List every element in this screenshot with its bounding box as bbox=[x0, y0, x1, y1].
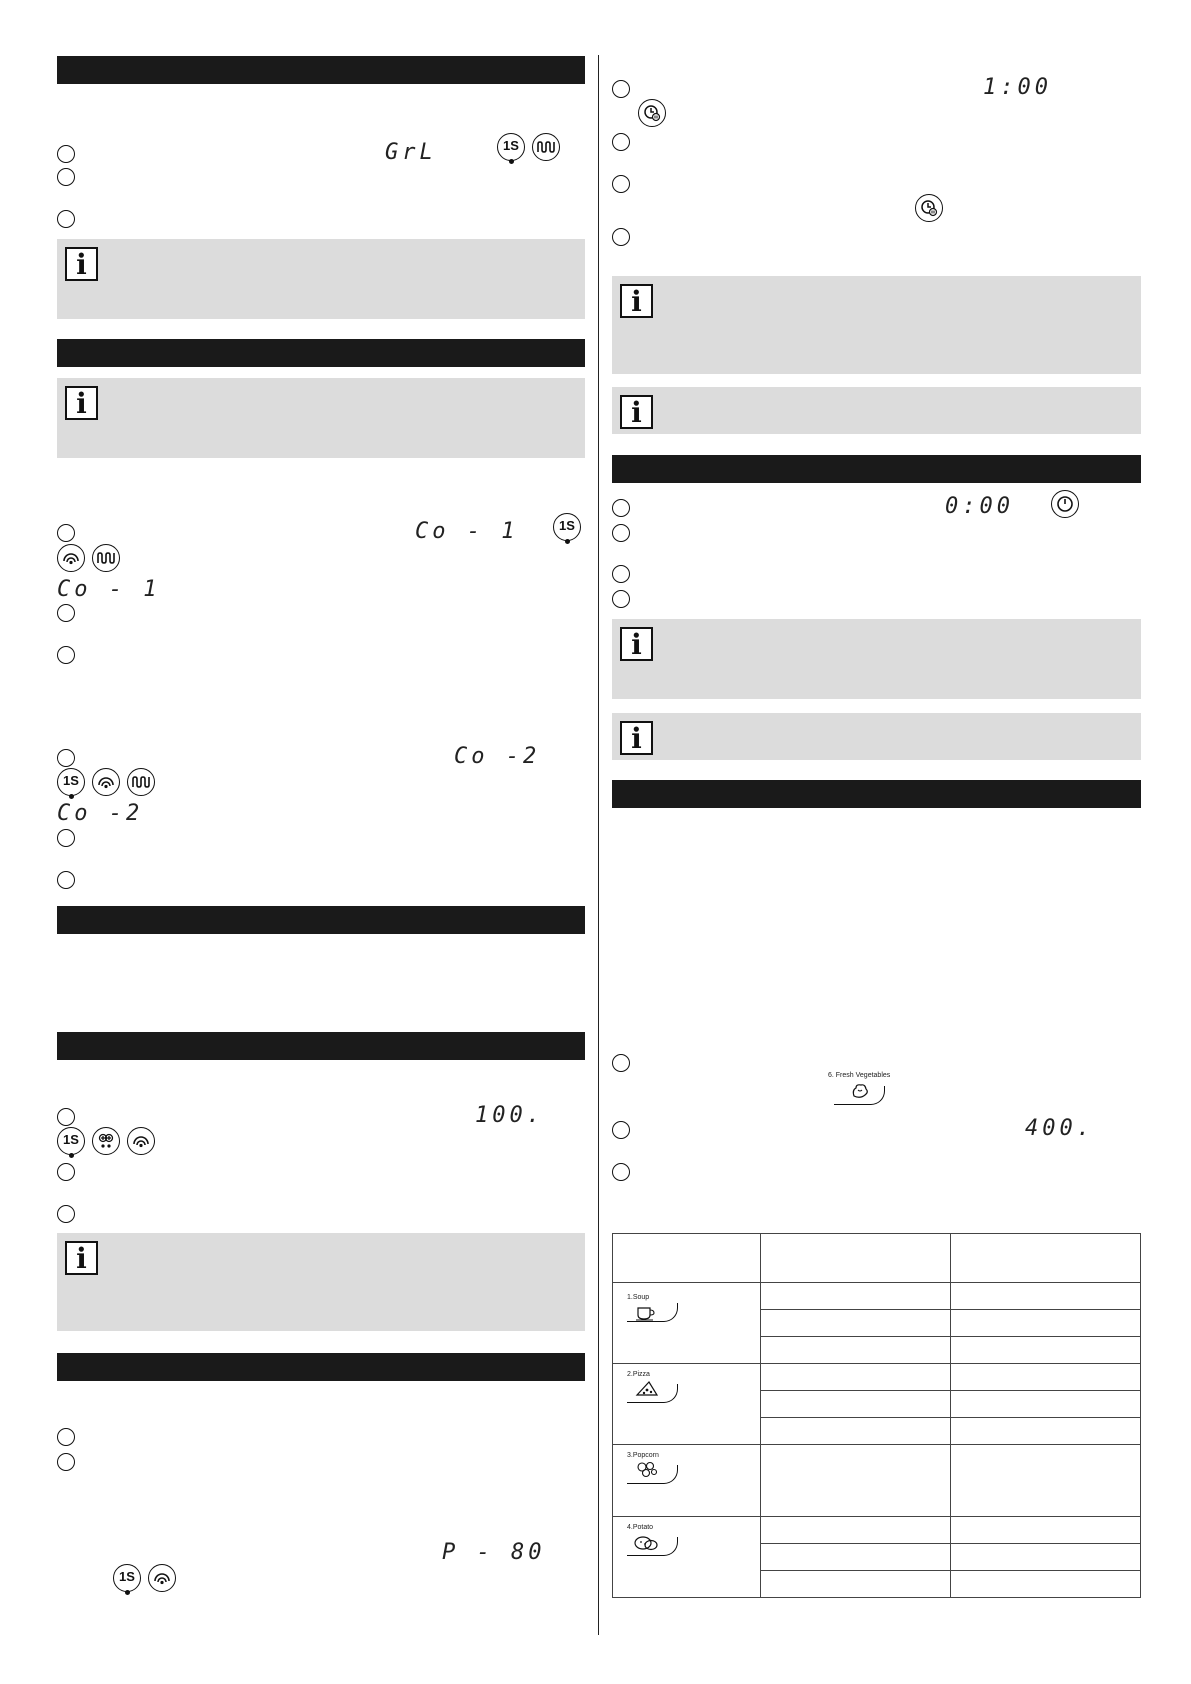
table-cell bbox=[761, 1310, 951, 1337]
table-row bbox=[613, 1445, 1141, 1517]
1s-start-icon: 1S bbox=[57, 1127, 85, 1155]
weight-display-code-right: 400. bbox=[1025, 1116, 1094, 1141]
info-icon: i bbox=[620, 395, 653, 429]
microwave-icon bbox=[57, 544, 85, 572]
section-header-bar bbox=[57, 339, 585, 367]
program-label: 4.Potato bbox=[627, 1524, 654, 1531]
1s-start-icon: 1S bbox=[497, 133, 525, 161]
1s-start-icon: 1S bbox=[57, 768, 85, 796]
section-header-bar bbox=[612, 780, 1141, 808]
step-marker bbox=[57, 1205, 75, 1223]
grill-icon bbox=[532, 133, 560, 161]
microwave-icon bbox=[127, 1127, 155, 1155]
program-label: 2.Pizza bbox=[627, 1371, 650, 1378]
table-cell bbox=[761, 1337, 951, 1364]
microwave-icon bbox=[148, 1564, 176, 1592]
table-cell bbox=[761, 1517, 951, 1544]
step-marker bbox=[612, 228, 630, 246]
step-marker bbox=[612, 565, 630, 583]
potato-icon bbox=[633, 1534, 659, 1552]
table-cell bbox=[951, 1544, 1141, 1571]
table-cell bbox=[951, 1283, 1141, 1310]
step-marker bbox=[57, 1428, 75, 1446]
step-marker bbox=[57, 646, 75, 664]
section-header-bar bbox=[57, 1032, 585, 1060]
info-note-box bbox=[612, 387, 1141, 434]
program-label: 1.Soup bbox=[627, 1294, 650, 1301]
table-header-cell bbox=[951, 1234, 1141, 1283]
menu-fresh-vegetables-icon bbox=[828, 1072, 908, 1112]
info-note-box bbox=[57, 1233, 585, 1331]
step-marker bbox=[612, 175, 630, 193]
step-marker bbox=[57, 871, 75, 889]
step-marker bbox=[57, 829, 75, 847]
column-divider bbox=[598, 55, 599, 1635]
table-cell bbox=[761, 1283, 951, 1310]
table-cell bbox=[761, 1364, 951, 1391]
step-marker bbox=[612, 524, 630, 542]
info-icon: i bbox=[65, 247, 98, 281]
grill-display-code: GrL bbox=[385, 140, 437, 165]
section-header-bar bbox=[57, 56, 585, 84]
step-marker bbox=[57, 524, 75, 542]
section-header-bar bbox=[57, 1353, 585, 1381]
step-marker bbox=[612, 1121, 630, 1139]
table-row bbox=[613, 1517, 1141, 1544]
1s-start-icon: 1S bbox=[553, 513, 581, 541]
microwave-icon bbox=[92, 768, 120, 796]
table-cell bbox=[761, 1445, 951, 1517]
table-cell bbox=[761, 1391, 951, 1418]
timer-pause-icon bbox=[638, 99, 666, 127]
step-marker bbox=[57, 1108, 75, 1126]
table-cell bbox=[951, 1418, 1141, 1445]
combi2-display-inline: Co -2 bbox=[57, 801, 144, 826]
info-note-box bbox=[612, 713, 1141, 760]
step-marker bbox=[57, 145, 75, 163]
pizza-icon bbox=[635, 1380, 659, 1398]
program-cell-potato bbox=[613, 1517, 761, 1598]
auto-menu-table bbox=[612, 1233, 1141, 1598]
step-marker bbox=[612, 1163, 630, 1181]
combi2-display-code: Co -2 bbox=[454, 744, 541, 769]
step-marker bbox=[612, 133, 630, 151]
step-marker bbox=[57, 1163, 75, 1181]
table-row bbox=[613, 1364, 1141, 1391]
table-cell bbox=[761, 1418, 951, 1445]
section-header-bar bbox=[57, 906, 585, 934]
table-cell bbox=[951, 1310, 1141, 1337]
program-label: 3.Popcorn bbox=[627, 1452, 659, 1459]
cup-icon bbox=[635, 1305, 657, 1321]
grill-icon bbox=[92, 544, 120, 572]
program-cell-popcorn bbox=[613, 1445, 761, 1517]
info-note-box bbox=[612, 276, 1141, 374]
1s-start-icon: 1S bbox=[113, 1564, 141, 1592]
clock-icon bbox=[1051, 490, 1079, 518]
combi1-display-inline: Co - 1 bbox=[57, 577, 161, 602]
popcorn-icon bbox=[635, 1460, 659, 1480]
clock-display-code: 0:00 bbox=[945, 494, 1014, 519]
power-display-code: P - 80 bbox=[442, 1540, 546, 1565]
step-marker bbox=[57, 168, 75, 186]
info-icon: i bbox=[65, 1241, 98, 1275]
table-row bbox=[613, 1283, 1141, 1310]
table-cell bbox=[951, 1445, 1141, 1517]
table-header-cell bbox=[613, 1234, 761, 1283]
program-cell-pizza bbox=[613, 1364, 761, 1445]
table-cell bbox=[951, 1364, 1141, 1391]
grill-icon bbox=[127, 768, 155, 796]
step-marker bbox=[57, 604, 75, 622]
step-marker bbox=[57, 210, 75, 228]
table-cell bbox=[761, 1544, 951, 1571]
timer-display-code: 1:00 bbox=[983, 75, 1052, 100]
info-icon: i bbox=[620, 627, 653, 661]
timer-pause-icon bbox=[915, 194, 943, 222]
info-note-box bbox=[57, 378, 585, 458]
table-cell bbox=[761, 1571, 951, 1598]
weight-display-code: 100. bbox=[475, 1103, 544, 1128]
step-marker bbox=[612, 590, 630, 608]
section-header-bar bbox=[612, 455, 1141, 483]
combi1-display-code: Co - 1 bbox=[415, 519, 519, 544]
vegetable-icon bbox=[850, 1082, 870, 1100]
table-cell bbox=[951, 1517, 1141, 1544]
info-icon: i bbox=[620, 284, 653, 318]
table-header-row bbox=[613, 1234, 1141, 1283]
table-cell bbox=[951, 1571, 1141, 1598]
defrost-icon bbox=[92, 1127, 120, 1155]
step-marker bbox=[612, 1054, 630, 1072]
table-header-cell bbox=[761, 1234, 951, 1283]
info-note-box bbox=[612, 619, 1141, 699]
table-cell bbox=[951, 1337, 1141, 1364]
step-marker bbox=[612, 499, 630, 517]
table-cell bbox=[951, 1391, 1141, 1418]
program-cell-soup bbox=[613, 1283, 761, 1364]
info-note-box bbox=[57, 239, 585, 319]
step-marker bbox=[57, 1453, 75, 1471]
info-icon: i bbox=[620, 721, 653, 755]
step-marker bbox=[612, 80, 630, 98]
menu-label: 6. Fresh Vegetables bbox=[828, 1072, 891, 1079]
step-marker bbox=[57, 749, 75, 767]
info-icon: i bbox=[65, 386, 98, 420]
